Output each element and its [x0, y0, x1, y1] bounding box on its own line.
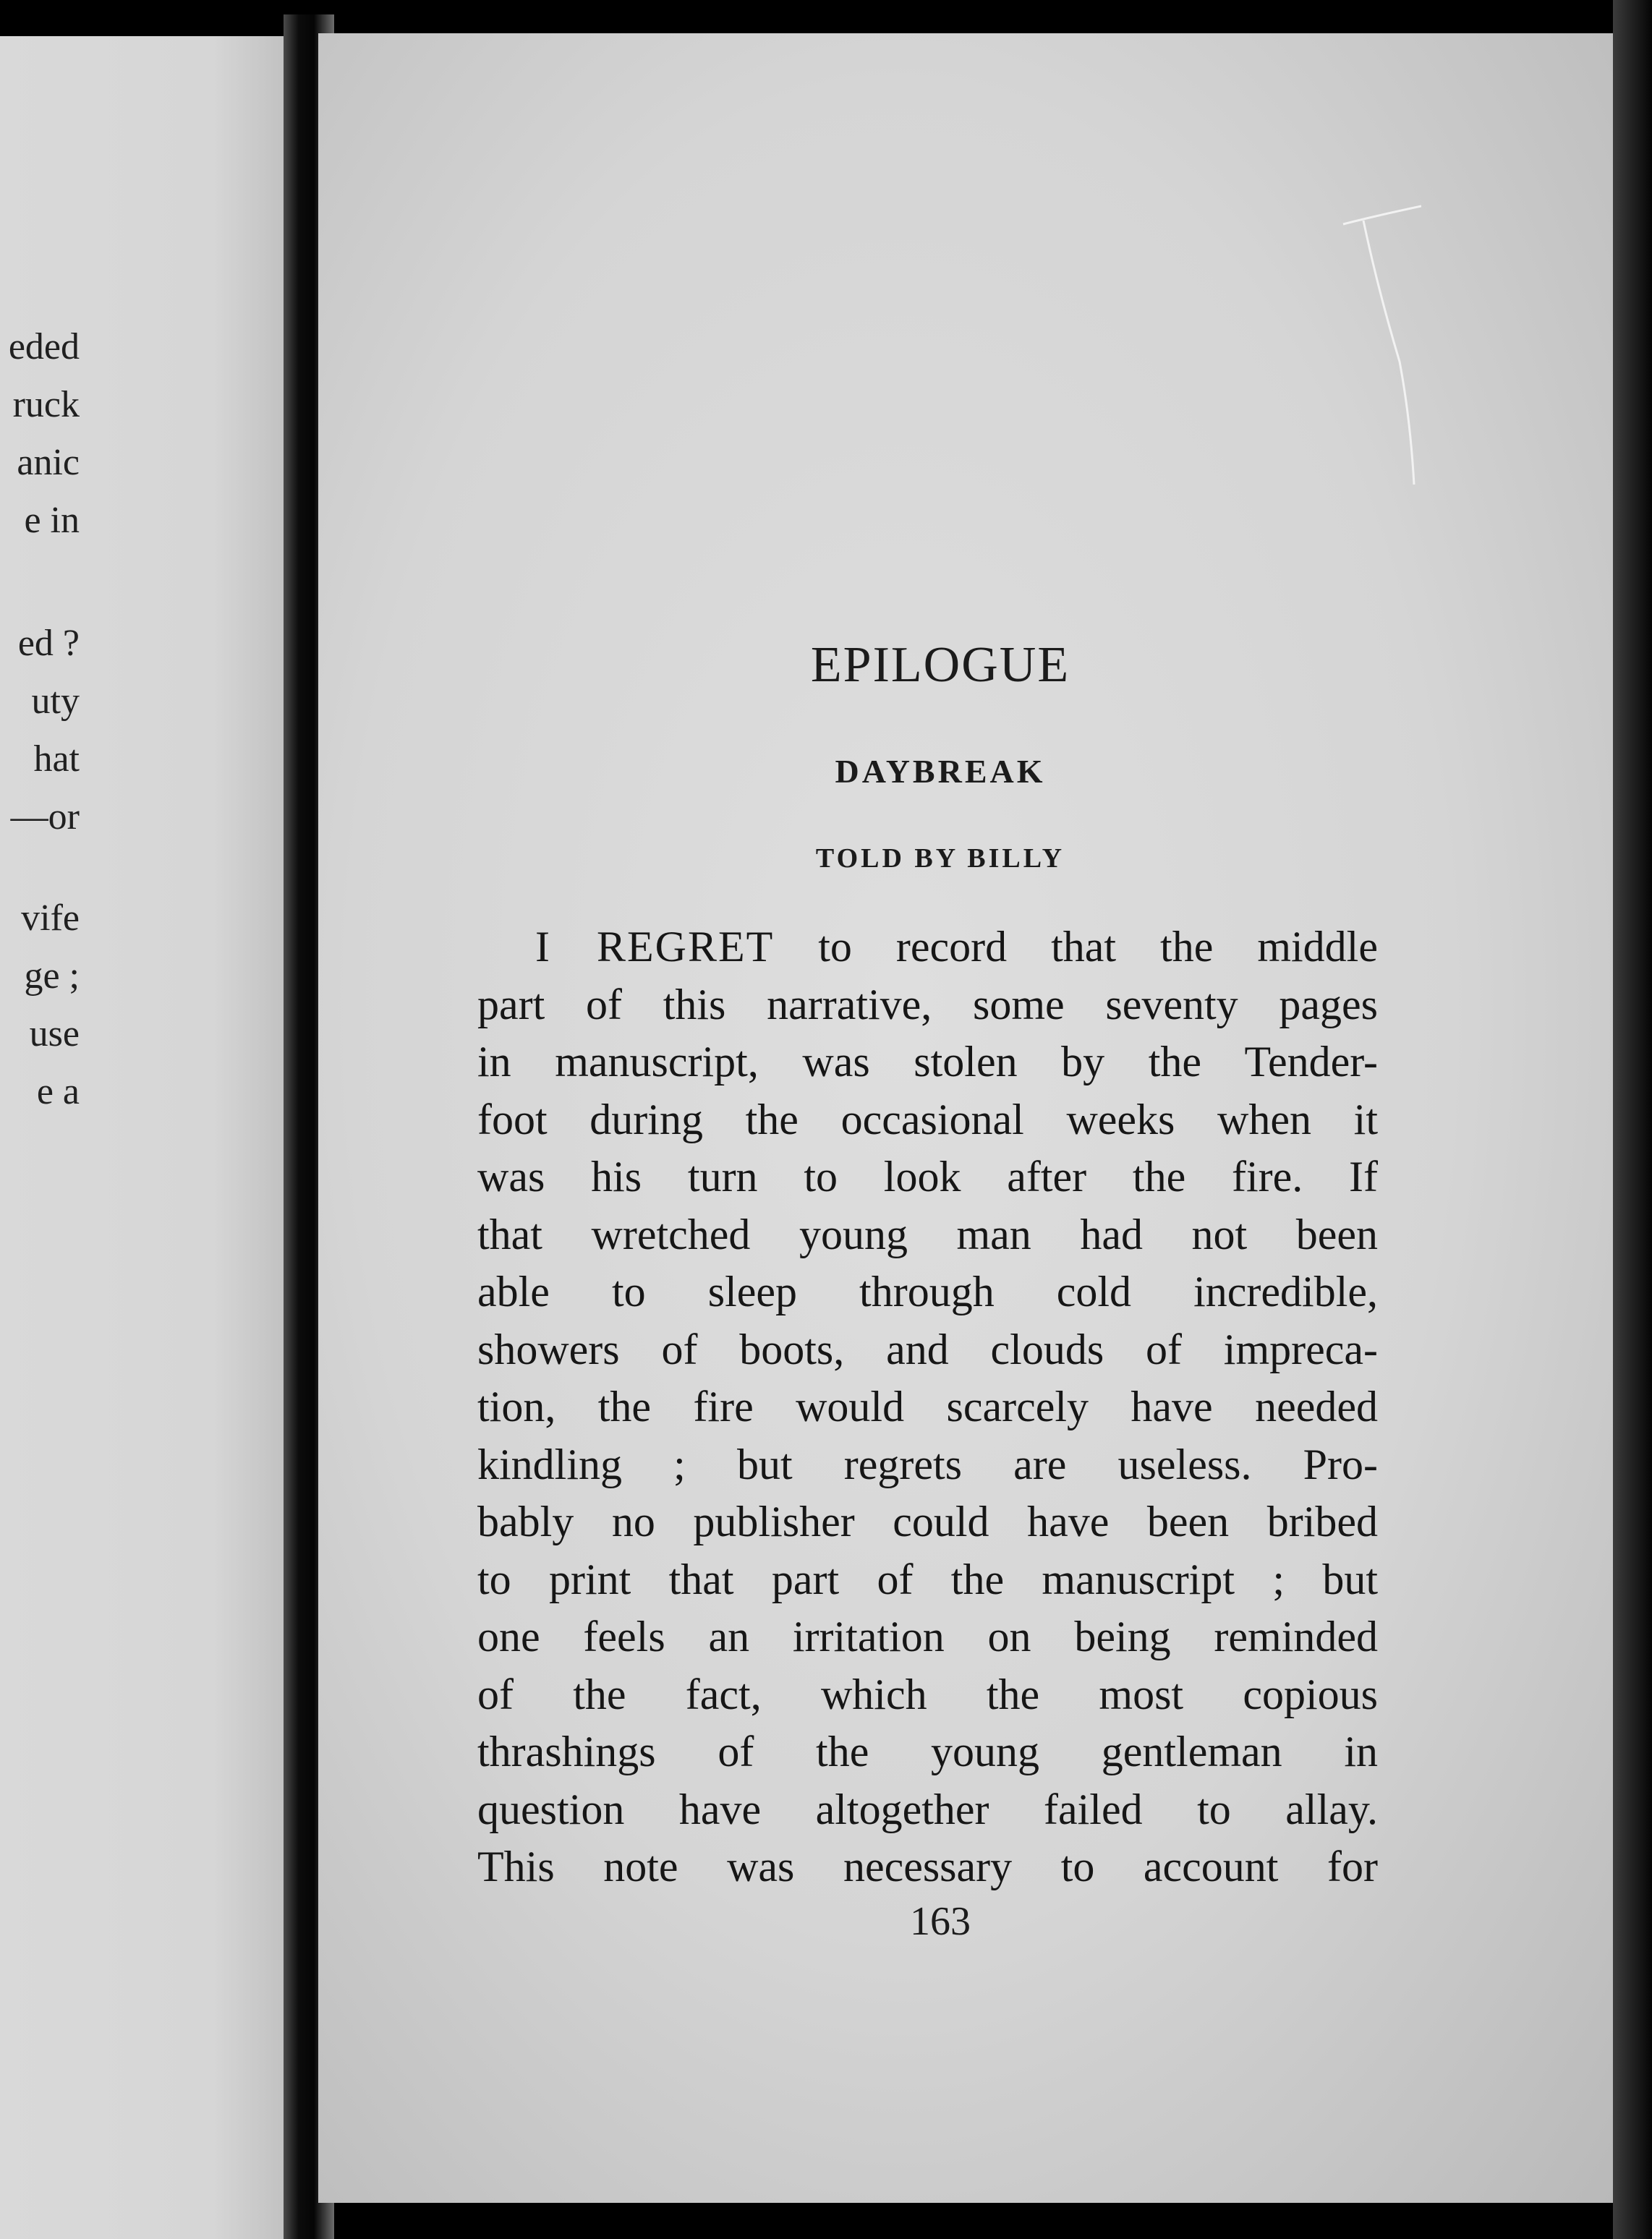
left-page-line: ge ;: [24, 955, 80, 997]
left-page-fragment-group: [0, 615, 80, 846]
page-crease-mark: [1342, 202, 1421, 492]
left-page-line: ruck: [12, 384, 80, 425]
body-line-text: to record that the middle: [774, 923, 1378, 971]
body-line: showers of boots, and clouds of impreca-: [477, 1325, 1378, 1373]
body-line: question have altogether failed to allay.: [477, 1785, 1378, 1833]
left-page-line: e a: [36, 1071, 80, 1112]
narrator-line: TOLD BY BILLY: [815, 843, 1065, 874]
left-page-fragment-group: [0, 318, 80, 550]
left-page-line: ed ?: [17, 623, 80, 664]
left-page-line: eded: [8, 326, 80, 367]
left-page-line: hat: [33, 738, 80, 780]
body-line: that wretched young man had not been: [477, 1210, 1378, 1258]
chapter-title: EPILOGUE: [810, 637, 1070, 693]
left-page: [0, 36, 304, 2239]
body-line: able to sleep through cold incredible,: [477, 1268, 1378, 1315]
left-page-fragment-group: [0, 890, 80, 1121]
body-line: thrashings of the young gentleman in: [477, 1728, 1378, 1775]
body-line: was his turn to look after the fire. If: [477, 1153, 1378, 1200]
body-line: foot during the occasional weeks when it: [477, 1095, 1378, 1143]
body-line: in manuscript, was stolen by the Tender-: [477, 1038, 1378, 1086]
body-line: of the fact, which the most copious: [477, 1670, 1378, 1718]
scan-edge: [1613, 0, 1652, 2239]
body-line: to print that part of the manuscript ; but: [477, 1555, 1378, 1603]
left-page-line: uty: [31, 681, 80, 722]
body-paragraph: [477, 918, 1378, 1896]
left-page-line: e in: [24, 500, 80, 541]
body-line: one feels an irritation on being reminded: [477, 1613, 1378, 1660]
body-line: This note was necessary to account for: [477, 1843, 1378, 1890]
lead-word: I REGRET: [535, 923, 775, 971]
left-page-line: use: [29, 1013, 80, 1054]
body-line: kindling ; but regrets are useless. Pro-: [477, 1440, 1378, 1488]
body-line: [477, 918, 1378, 976]
body-line: part of this narrative, some seventy pages: [477, 980, 1378, 1028]
body-line: tion, the fire would scarcely have needed: [477, 1383, 1378, 1430]
chapter-subtitle: DAYBREAK: [835, 753, 1046, 790]
page-number: 163: [910, 1899, 971, 1944]
left-page-line: vife: [21, 897, 80, 939]
left-page-line: anic: [17, 442, 80, 483]
left-page-line: —or: [10, 796, 80, 837]
body-line: bably no publisher could have been bribed: [477, 1498, 1378, 1545]
